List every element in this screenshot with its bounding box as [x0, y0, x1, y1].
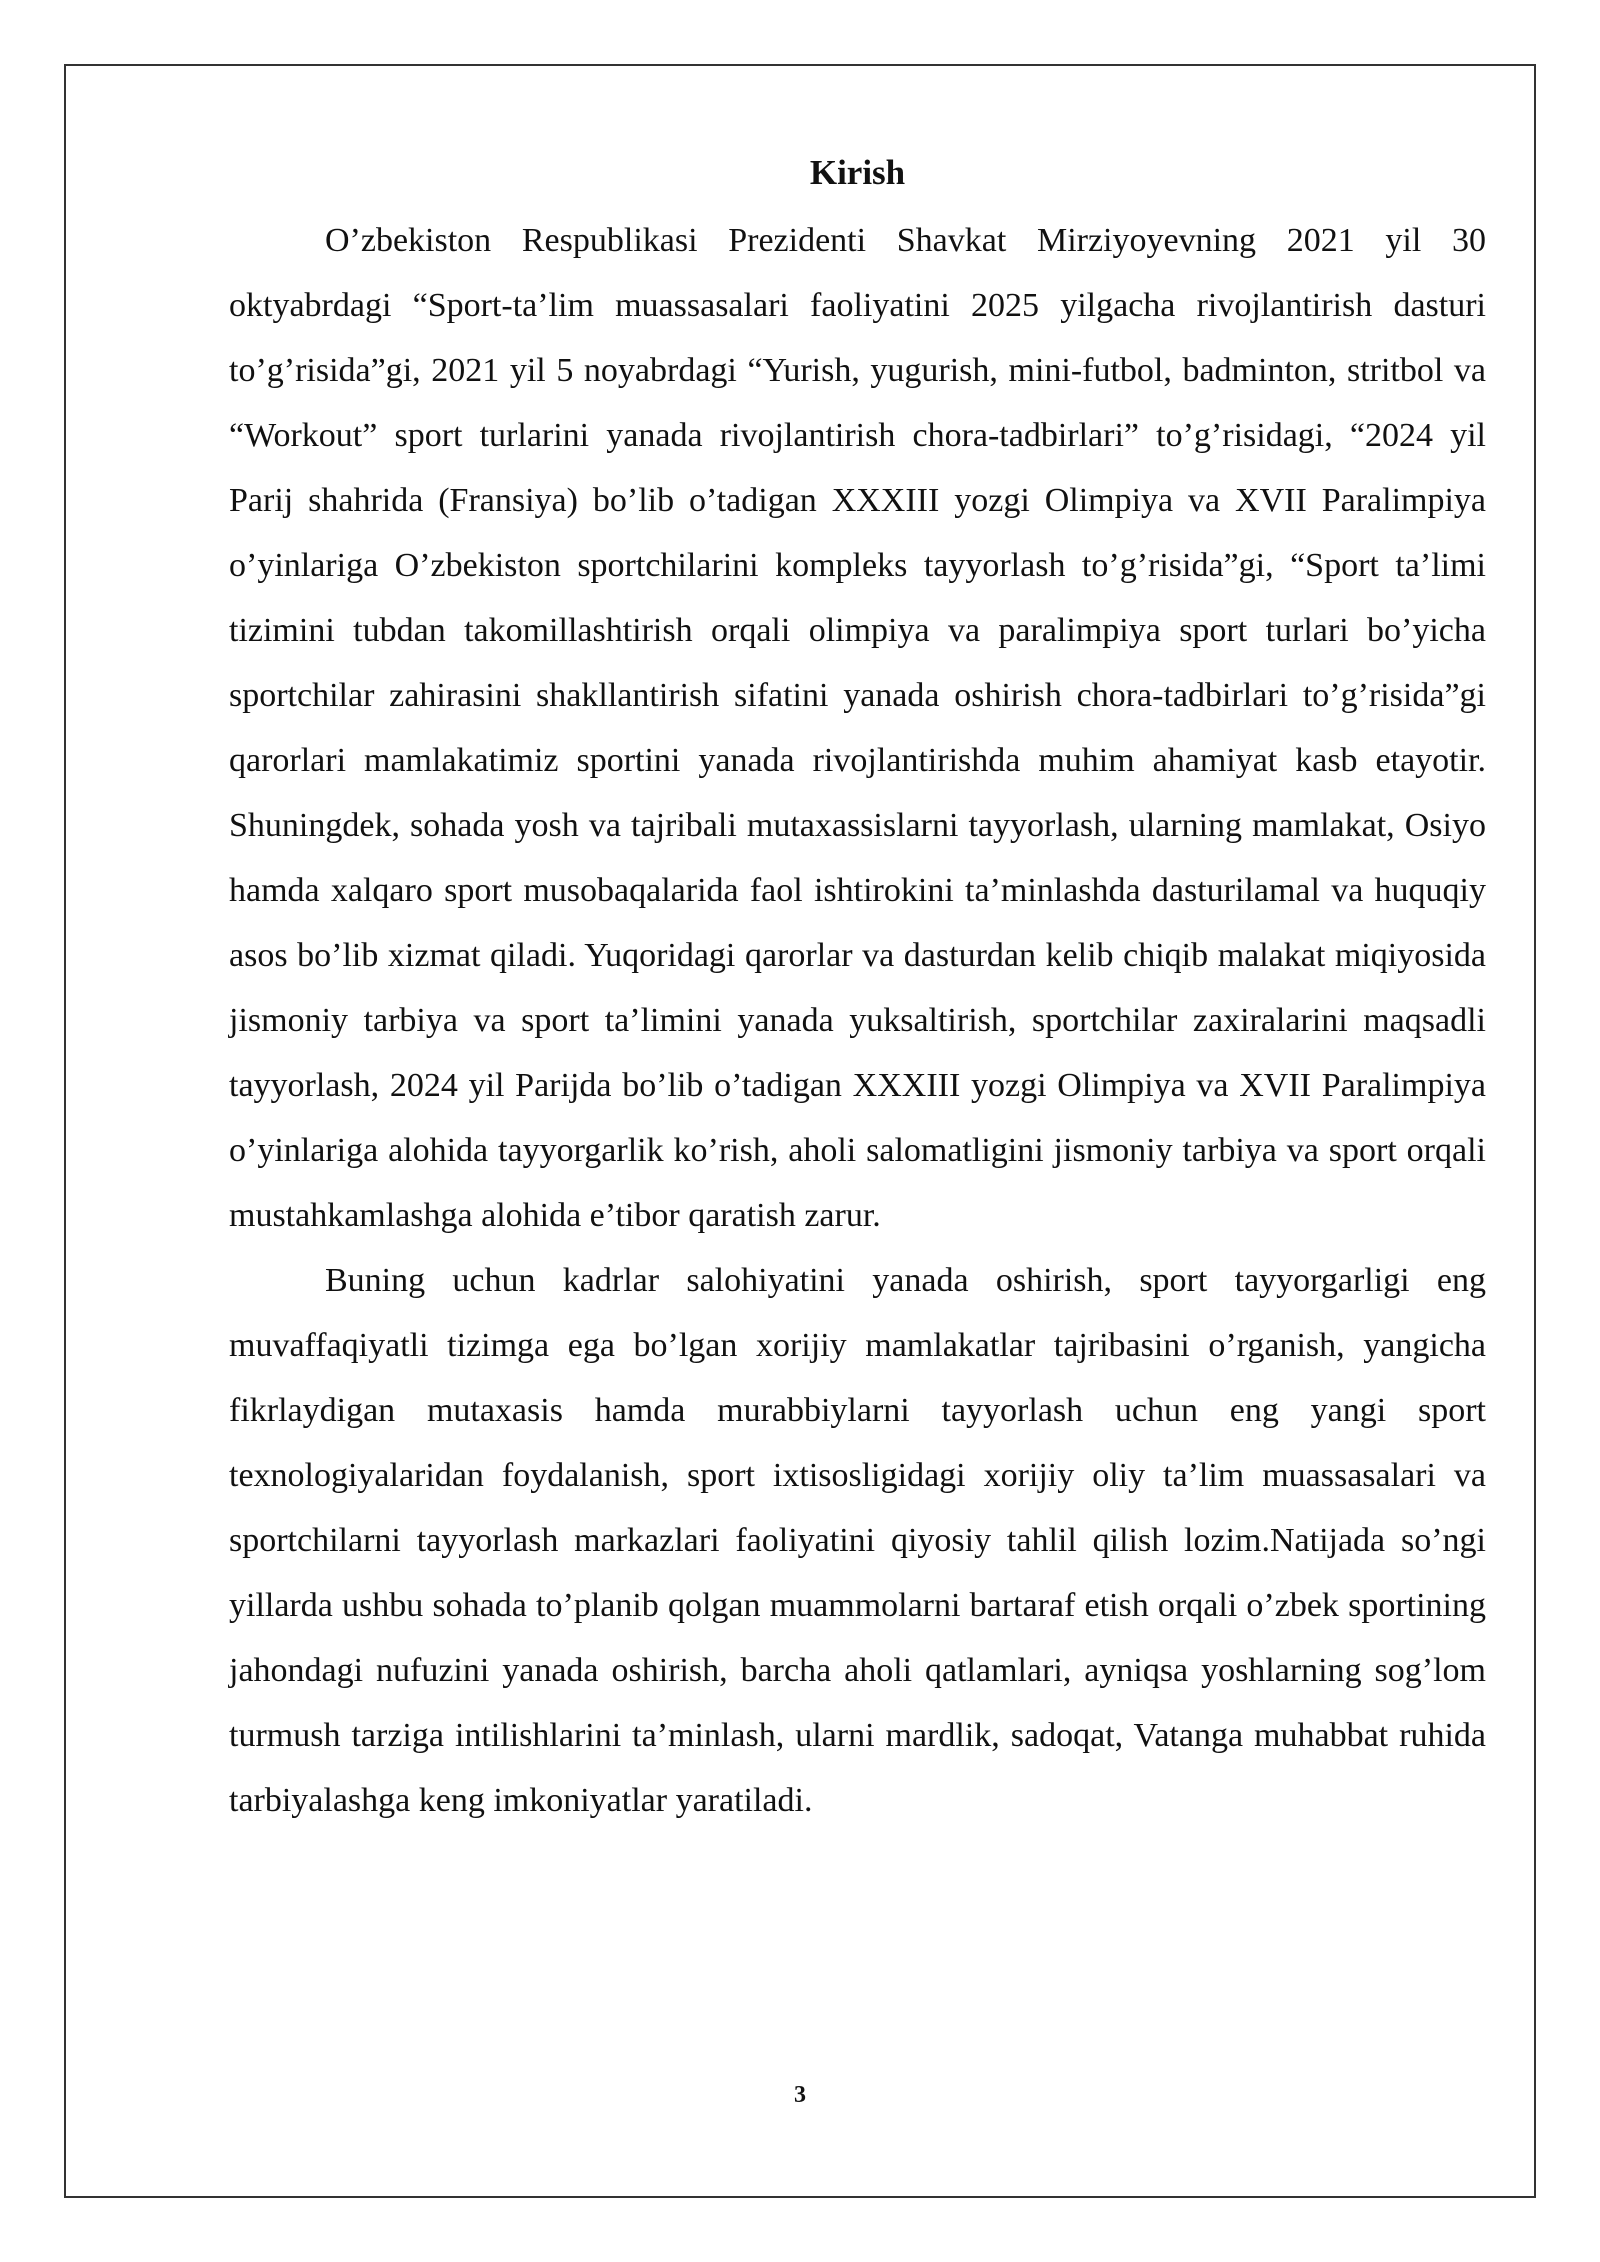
section-title: Kirish: [809, 153, 906, 192]
body-paragraph-1: O’zbekiston Respublikasi Prezidenti Shavkat Mirziyoyevning 2021 yil 30 oktyabrdagi “Sport-ta’lim muassasalari faoliyatini 2025 yilgacha rivojlantirish dasturi to’g’risida”gi, 2021 yil 5 noyabrdagi “Yurish, yugurish, mini-futbol, badminton, stritbol va “Workout” sport turlarini yanada rivojlantirish chora-tadbirlari” to’g’risidagi, “2024 yil Parij shahrida (Fransiya) bo’lib o’tadigan XXXIII yozgi Olimpiya va XVII Paralimpiya o’yinlariga O’zbekiston sportchilarini kompleks tayyorlash to’g’risida”gi, “Sport ta’limi tizimini tubdan takomillashtirish orqali olimpiya va paralimpiya sport turlari bo’yicha sportchilar zahirasini shakllantirish sifatini yanada oshirish chora-tadbirlari to’g’risida”gi qarorlari mamlakatimiz sportini yanada rivojlantirishda muhim ahamiyat kasb etayotir. Shuningdek, sohada yosh va tajribali mutaxassislarni tayyorlash, ularning mamlakat, Osiyo hamda xalqaro sport musobaqalarida faol ishtirokini ta’minlashda dasturilamal va huquqiy asos bo’lib xizmat qiladi. Yuqoridagi qarorlar va dasturdan kelib chiqib malakat miqiyosida jismoniy tarbiya va sport ta’limini yanada yuksaltirish, sportchilar zaxiralarini maqsadli tayyorlash, 2024 yil Parijda bo’lib o’tadigan XXXIII yozgi Olimpiya va XVII Paralimpiya o’yinlariga alohida tayyorgarlik ko’rish, aholi salomatligini jismoniy tarbiya va sport orqali mustahkamlashga alohida e’tibor qaratish zarur.: [229, 222, 1486, 1234]
page-number: 3: [794, 2082, 806, 2108]
page-content: [229, 146, 1486, 1833]
body-paragraph-2: Buning uchun kadrlar salohiyatini yanada oshirish, sport tayyorgarligi eng muvaffaqiyatli tizimga ega bo’lgan xorijiy mamlakatlar tajribasini o’rganish, yangicha fikrlaydigan mutaxasis hamda murabbiylarni tayyorlash uchun eng yangi sport texnologiyalaridan foydalanish, sport ixtisosligidagi xorijiy oliy ta’lim muassasalari va sportchilarni tayyorlash markazlari faoliyatini qiyosiy tahlil qilish lozim.Natijada so’ngi yillarda ushbu sohada to’planib qolgan muammolarni bartaraf etish orqali o’zbek sportining jahondagi nufuzini yanada oshirish, barcha aholi qatlamlari, ayniqsa yoshlarning sog’lom turmush tarziga intilishlarini ta’minlash, ularni mardlik, sadoqat, Vatanga muhabbat ruhida tarbiyalashga keng imkoniyatlar yaratiladi.: [229, 1262, 1486, 1819]
